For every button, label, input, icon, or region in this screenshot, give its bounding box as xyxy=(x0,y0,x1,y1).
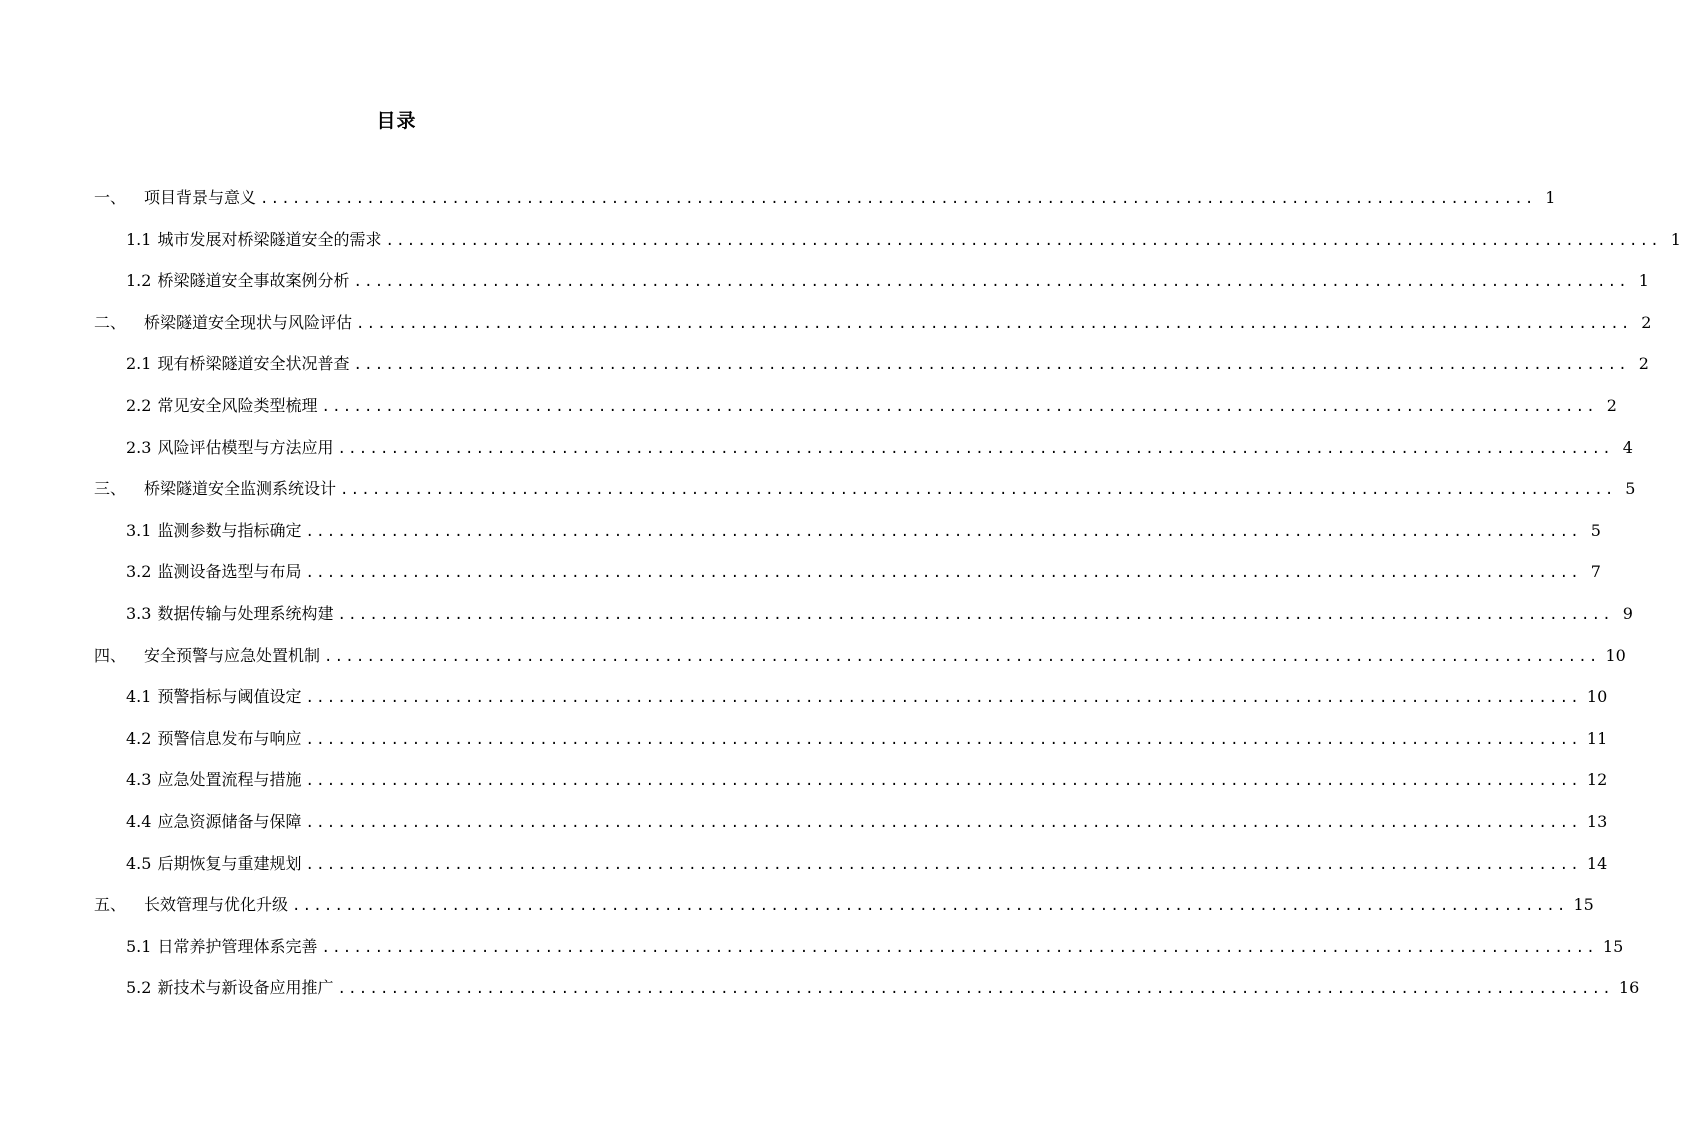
toc-entry[interactable] xyxy=(94,468,1636,510)
toc-dot-leader: ........................................................................................................................ xyxy=(385,232,1661,249)
toc-dot-leader: ........................................................................................................................ xyxy=(305,731,1581,748)
toc-entry-number: 2.3 xyxy=(126,437,152,457)
toc-entry-title: 风险评估模型与方法应用 xyxy=(157,437,334,457)
toc-entry[interactable] xyxy=(94,551,1601,593)
toc-entry-title: 项目背景与意义 xyxy=(144,188,257,207)
toc-entry[interactable] xyxy=(94,385,1617,427)
toc-entry-number: 1.1 xyxy=(126,229,152,249)
toc-entry-page-number: 4 xyxy=(1622,437,1633,457)
toc-entry-page-number: 2 xyxy=(1638,354,1649,374)
toc-entry-page-number: 2 xyxy=(1641,312,1652,332)
toc-entry-title: 应急处置流程与措施 xyxy=(157,770,302,790)
toc-entry-title: 安全预警与应急处置机制 xyxy=(144,645,321,665)
toc-dot-leader: ........................................................................................................................ xyxy=(321,939,1597,956)
toc-entry[interactable] xyxy=(94,676,1608,718)
toc-entry-page-number: 2 xyxy=(1606,395,1617,415)
toc-entry-page-number: 14 xyxy=(1586,853,1608,873)
toc-entry[interactable] xyxy=(94,843,1608,885)
toc-dot-leader: ........................................................................................................................ xyxy=(305,773,1581,790)
toc-entry-page-number: 16 xyxy=(1618,978,1640,998)
toc-entry-number: 4.5 xyxy=(126,853,152,873)
toc-entry[interactable] xyxy=(94,593,1633,635)
toc-dot-leader: ........................................................................................................................ xyxy=(356,315,1632,332)
toc-dot-leader: ........................................................................................................................ xyxy=(305,814,1581,831)
toc-dot-leader: ........................................................................................................................ xyxy=(340,482,1616,499)
toc-entry[interactable] xyxy=(94,343,1649,385)
toc-entry[interactable] xyxy=(94,801,1608,843)
toc-entry-title: 监测设备选型与布局 xyxy=(157,562,302,582)
toc-entry-title: 城市发展对桥梁隧道安全的需求 xyxy=(157,229,382,249)
toc-entry[interactable] xyxy=(94,926,1624,968)
toc-entry-page-number: 1 xyxy=(1670,229,1681,249)
toc-entry-page-number: 7 xyxy=(1590,562,1601,582)
toc-entry-number: 一、 xyxy=(94,188,127,207)
toc-entry-page-number: 5 xyxy=(1590,520,1601,540)
toc-entry-number: 4.2 xyxy=(126,728,152,748)
toc-entry-page-number: 5 xyxy=(1625,479,1636,499)
toc-entry-number: 1.2 xyxy=(126,271,152,291)
toc-entry-title: 桥梁隧道安全事故案例分析 xyxy=(157,271,350,291)
toc-entry[interactable] xyxy=(94,635,1626,677)
toc-entry-page-number: 9 xyxy=(1622,603,1633,623)
toc-entry-title: 预警信息发布与响应 xyxy=(157,728,302,748)
toc-entry-number: 5.2 xyxy=(126,978,152,998)
toc-entry-number: 2.2 xyxy=(126,395,152,415)
toc-entry-number: 3.1 xyxy=(126,520,152,540)
toc-dot-leader: ........................................................................................................................ xyxy=(353,274,1629,291)
toc-entry-number: 三、 xyxy=(94,479,127,499)
toc-entry[interactable] xyxy=(94,219,1681,261)
toc-entry-title: 预警指标与阈值设定 xyxy=(157,687,302,707)
toc-entry-title: 长效管理与优化升级 xyxy=(144,895,289,915)
toc-entry[interactable] xyxy=(94,260,1649,302)
toc-dot-leader: ........................................................................................................................ xyxy=(305,565,1581,582)
toc-entry-title: 桥梁隧道安全现状与风险评估 xyxy=(144,312,353,332)
toc-dot-leader: ........................................................................................................................ xyxy=(292,898,1568,915)
toc-entry-number: 5.1 xyxy=(126,936,152,956)
toc-dot-leader: ........................................................................................................................ xyxy=(321,398,1597,415)
toc-dot-leader: ........................................................................................................................ xyxy=(353,357,1629,374)
toc-entry[interactable] xyxy=(94,177,1556,219)
toc-dot-leader: ........................................................................................................................ xyxy=(305,523,1581,540)
toc-entry-number: 二、 xyxy=(94,312,127,332)
toc-entry-title: 监测参数与指标确定 xyxy=(157,520,302,540)
toc-dot-leader: ........................................................................................................................ xyxy=(337,606,1613,623)
toc-entry-title: 后期恢复与重建规划 xyxy=(157,853,302,873)
toc-dot-leader: ........................................................................................................................ xyxy=(305,856,1581,873)
toc-entry-number: 3.2 xyxy=(126,562,152,582)
toc-entry[interactable] xyxy=(94,884,1594,926)
toc-entry-number: 3.3 xyxy=(126,603,152,623)
toc-entry-page-number: 10 xyxy=(1605,645,1626,665)
toc-entry-title: 桥梁隧道安全监测系统设计 xyxy=(144,479,337,499)
toc-entry-number: 4.3 xyxy=(126,770,152,790)
toc-entry-page-number: 11 xyxy=(1586,728,1608,748)
toc-dot-leader: ........................................................................................................................ xyxy=(260,191,1536,207)
toc-entry-page-number: 1 xyxy=(1638,271,1649,291)
toc-entry-page-number: 10 xyxy=(1586,687,1608,707)
toc-entry-page-number: 15 xyxy=(1602,936,1624,956)
toc-entry-page-number: 13 xyxy=(1586,811,1608,831)
toc-entry-page-number: 15 xyxy=(1573,895,1594,915)
toc-dot-leader: ........................................................................................................................ xyxy=(324,648,1600,665)
toc-entry[interactable] xyxy=(94,759,1608,801)
toc-entry-page-number: 12 xyxy=(1586,770,1608,790)
toc-entry[interactable] xyxy=(94,302,1652,344)
toc-dot-leader: ........................................................................................................................ xyxy=(305,690,1581,707)
toc-entry[interactable] xyxy=(94,427,1633,469)
toc-entry-title: 新技术与新设备应用推广 xyxy=(157,978,334,998)
toc-dot-leader: ........................................................................................................................ xyxy=(337,981,1613,998)
toc-entry[interactable] xyxy=(94,967,1640,1009)
toc-entry[interactable] xyxy=(94,510,1601,552)
toc-list xyxy=(94,177,1681,1009)
toc-entry-title: 常见安全风险类型梳理 xyxy=(157,395,318,415)
toc-dot-leader: ........................................................................................................................ xyxy=(337,440,1613,457)
toc-entry-title: 日常养护管理体系完善 xyxy=(157,936,318,956)
toc-entry-number: 五、 xyxy=(94,895,127,915)
toc-entry[interactable] xyxy=(94,718,1608,760)
toc-entry-number: 四、 xyxy=(94,645,127,665)
toc-entry-number: 4.4 xyxy=(126,811,152,831)
toc-entry-page-number: 1 xyxy=(1545,188,1556,207)
toc-entry-title: 应急资源储备与保障 xyxy=(157,811,302,831)
toc-entry-title: 数据传输与处理系统构建 xyxy=(157,603,334,623)
toc-entry-title: 现有桥梁隧道安全状况普查 xyxy=(157,354,350,374)
toc-entry-number: 4.1 xyxy=(126,687,152,707)
toc-entry-number: 2.1 xyxy=(126,354,152,374)
toc-title: 目录 xyxy=(376,110,417,132)
